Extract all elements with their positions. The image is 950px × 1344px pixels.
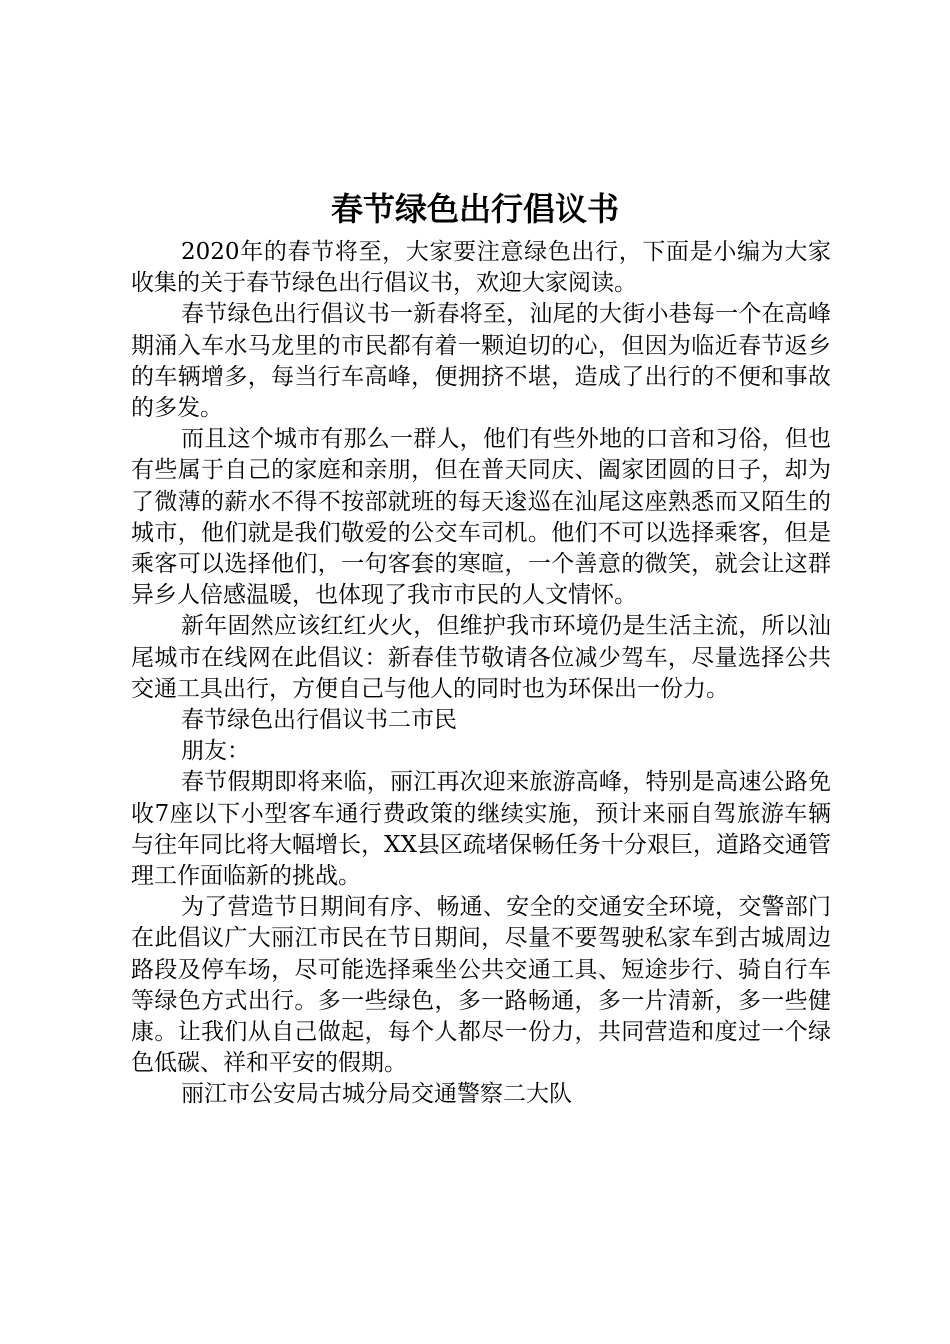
paragraph-proposal-two-heading: 春节绿色出行倡议书二市民 (181, 707, 457, 734)
paragraph-bus-drivers: 而且这个城市有那么一群人，他们有些外地的口音和习俗，但也有些属于自己的家庭和亲朋，但在普天同庆、阖家团圆的日子，却为了微薄的薪水不得不按部就班的每天逡巡在汕尾这座熟悉而又陌生的城市，他们就是我们敬爱的公交车司机。他们不可以选择乘客，但是乘客可以选择他们，一句客套的寒暄，一个善意的微笑，就会让这群异乡人倍感温暖，也体现了我市市民的人文情怀。 (131, 426, 831, 609)
paragraph-proposal-one: 春节绿色出行倡议书一新春将至，汕尾的大街小巷每一个在高峰期涌入车水马龙里的市民都有着一颗迫切的心，但因为临近春节返乡的车辆增多，每当行车高峰，便拥挤不堪，造成了出行的不便和事故的多发。 (131, 301, 831, 422)
paragraph-holiday: 春节假期即将来临，丽江再次迎来旅游高峰，特别是高速公路免收7座以下小型客车通行费政策的继续实施，预计来丽自驾旅游车辆与往年同比将大幅增长，XX县区疏堵保畅任务十分艰巨，道路交通管理工作面临新的挑战。 (131, 769, 831, 890)
paragraph-intro: 2020年的春节将至，大家要注意绿色出行，下面是小编为大家收集的关于春节绿色出行倡议书，欢迎大家阅读。 (131, 239, 831, 297)
paragraph-salutation: 朋友： (181, 738, 250, 765)
paragraph-new-year: 新年固然应该红红火火，但维护我市环境仍是生活主流，所以汕尾城市在线网在此倡议：新春佳节敬请各位减少驾车，尽量选择公共交通工具出行，方便自己与他人的同时也为环保出一份力。 (131, 613, 831, 702)
paragraph-appeal: 为了营造节日期间有序、畅通、安全的交通安全环境，交警部门在此倡议广大丽江市民在节日期间，尽量不要驾驶私家车到古城周边路段及停车场，尽可能选择乘坐公共交通工具、短途步行、骑自行车等绿色方式出行。多一些绿色，多一路畅通，多一片清新，多一些健康。让我们从自己做起，每个人都尽一份力，共同营造和度过一个绿色低碳、祥和平安的假期。 (131, 894, 831, 1077)
paragraph-signature: 丽江市公安局古城分局交通警察二大队 (181, 1081, 572, 1108)
document-body (131, 237, 831, 1111)
document-title: 春节绿色出行倡议书 (330, 190, 619, 228)
